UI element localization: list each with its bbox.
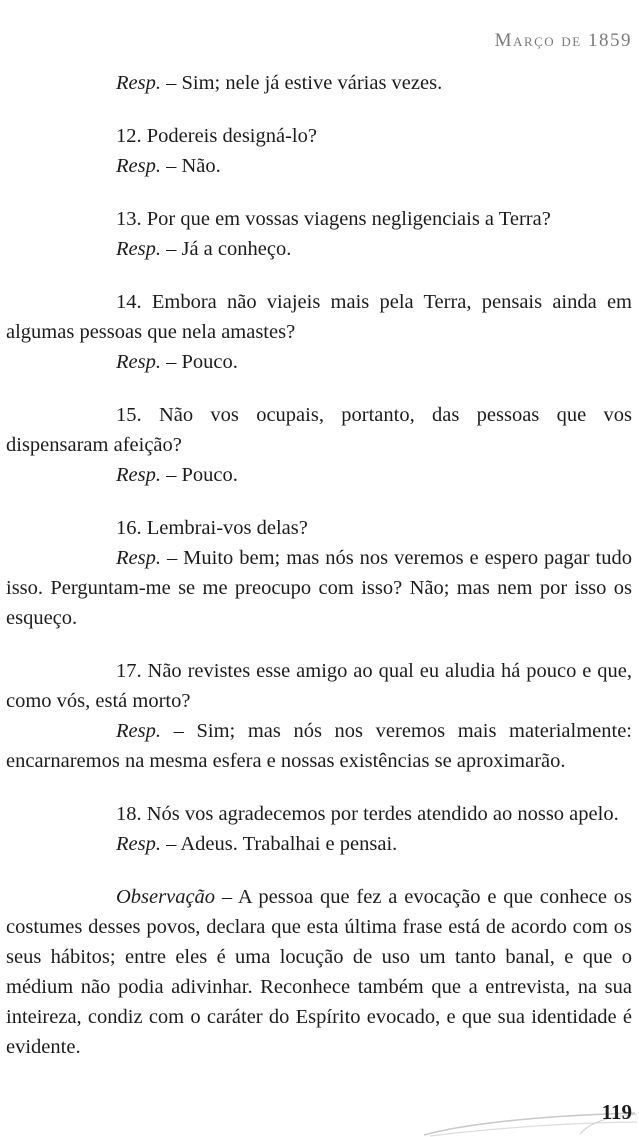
answer-11 xyxy=(6,68,632,98)
observation-block xyxy=(6,882,632,1062)
answer-text: – Pouco. xyxy=(160,464,238,486)
answer-text: – Não. xyxy=(160,155,221,177)
resp-label: Resp. xyxy=(116,833,161,855)
observation-text: – A pessoa que fez a evocação e que conhece os costumes desses povos, declara que esta última frase está de acordo com os seus hábitos; entre eles é uma locução de uso um tanto banal, e que o médium não podia adivinhar. Reconhece também que a entrevista, na sua inteireza, condiz com o caráter do Espírito evocado, e que sua identidade é evidente. xyxy=(6,886,632,1058)
answer-text: – Pouco. xyxy=(160,351,238,373)
qa-block-18 xyxy=(6,799,632,859)
answer-18 xyxy=(6,829,632,859)
resp-label: Resp. xyxy=(116,351,161,373)
qa-block-14 xyxy=(6,287,632,377)
running-head: Março de 1859 xyxy=(494,30,632,51)
answer-text: – Já a conheço. xyxy=(160,238,292,260)
resp-label: Resp. xyxy=(116,720,161,742)
question-15: 15. Não vos ocupais, portanto, das pessoas que vos dispensaram afeição? xyxy=(6,404,632,456)
resp-label: Resp. xyxy=(116,547,161,569)
question-12: 12. Podereis designá-lo? xyxy=(116,125,317,147)
answer-14 xyxy=(6,347,632,377)
answer-text: – Adeus. Trabalhai e pensai. xyxy=(160,833,398,855)
answer-text: – Sim; nele já estive várias vezes. xyxy=(160,72,443,94)
question-18: 18. Nós vos agradecemos por terdes atendido ao nosso apelo. xyxy=(116,803,619,825)
qa-block-13 xyxy=(6,204,632,264)
resp-label: Resp. xyxy=(116,238,161,260)
question-16: 16. Lembrai-vos delas? xyxy=(116,517,308,539)
resp-label: Resp. xyxy=(116,155,161,177)
qa-block-12 xyxy=(6,121,632,181)
answer-16 xyxy=(6,543,632,633)
qa-block-16 xyxy=(6,513,632,633)
answer-text: – Muito bem; mas nós nos veremos e espero pagar tudo isso. Perguntam-me se me preocupo com isso? Não; mas nem por isso os esqueço. xyxy=(6,547,632,629)
answer-text: – Sim; mas nós nos veremos mais materialmente: encarnaremos na mesma esfera e nossas existências se aproximarão. xyxy=(6,720,632,772)
page-body xyxy=(6,68,632,1085)
answer-13 xyxy=(6,234,632,264)
page-number: 119 xyxy=(601,1100,632,1124)
answer-17 xyxy=(6,716,632,776)
observation-label: Observação xyxy=(116,886,216,908)
qa-block-11 xyxy=(6,68,632,98)
qa-block-15 xyxy=(6,400,632,490)
qa-block-17 xyxy=(6,656,632,776)
question-17: 17. Não revistes esse amigo ao qual eu aludia há pouco e que, como vós, está morto? xyxy=(6,660,632,712)
answer-15 xyxy=(6,460,632,490)
observation-paragraph xyxy=(6,882,632,1062)
question-14: 14. Embora não viajeis mais pela Terra, pensais ainda em algumas pessoas que nela amastes? xyxy=(6,291,632,343)
question-13: 13. Por que em vossas viagens negligenciais a Terra? xyxy=(116,208,551,230)
resp-label: Resp. xyxy=(116,464,161,486)
resp-label: Resp. xyxy=(116,72,161,94)
answer-12 xyxy=(6,151,632,181)
